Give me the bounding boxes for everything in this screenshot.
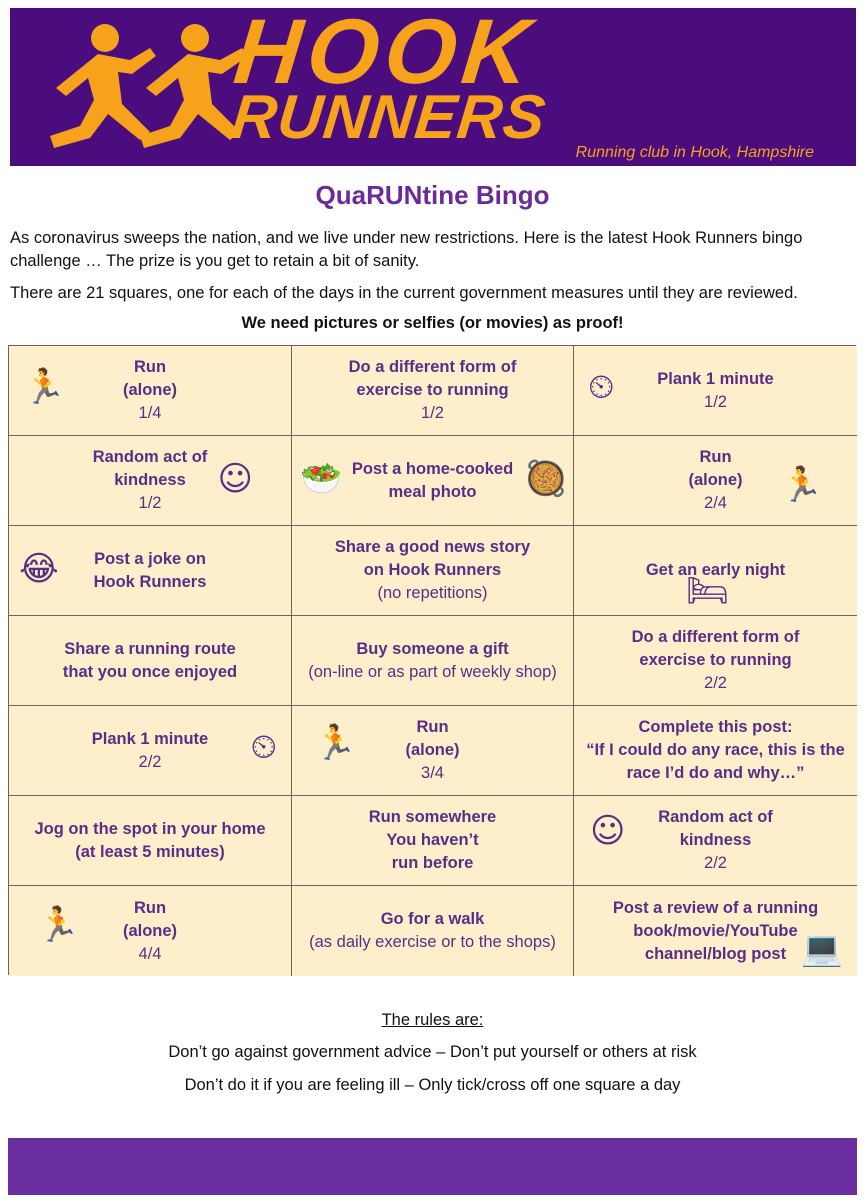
square-label: Get an early night: [645, 561, 786, 579]
logo-hook: HOOK: [229, 1, 541, 103]
smile-icon: ☺: [217, 459, 253, 499]
square-label: (alone): [122, 921, 178, 940]
runner-icon: 🏃: [780, 465, 823, 505]
bingo-square: [9, 436, 292, 526]
bingo-square: [9, 526, 292, 616]
intro-paragraph-1: As coronavirus sweeps the nation, and we live under new restrictions. Here is the latest Hook Runners bingo challenge … The prize is you get to retain a bit of sanity.: [10, 229, 803, 270]
square-label: Random act of: [658, 808, 773, 826]
bingo-square: [292, 706, 574, 796]
bingo-square: [292, 346, 574, 436]
square-note: 2/4: [704, 494, 727, 512]
square-note: (as daily exercise or to the shops): [309, 933, 556, 951]
square-label: that you once enjoyed: [62, 662, 238, 681]
square-note: 3/4: [421, 764, 444, 782]
square-label: You haven’t: [386, 831, 479, 849]
square-note: (no repetitions): [377, 584, 488, 602]
square-label: Hook Runners: [93, 572, 207, 591]
footer-bar: [8, 1138, 857, 1195]
square-label: Post a review of a running: [612, 898, 819, 917]
bingo-square: [9, 796, 292, 886]
bingo-square: [9, 886, 292, 976]
square-label: Share a running route: [64, 639, 236, 658]
square-label: Post a joke on: [94, 549, 206, 568]
bingo-square: [292, 886, 574, 976]
square-label: kindness: [114, 471, 186, 489]
square-label: exercise to running: [639, 651, 792, 669]
bingo-square: [9, 616, 292, 706]
bingo-square: [574, 796, 857, 886]
square-label: Share a good news story: [334, 538, 531, 556]
tagline: Running club in Hook, Hampshire: [575, 144, 814, 161]
timer-icon: ⏲: [250, 727, 277, 767]
salad-icon: 🥗: [300, 459, 343, 499]
square-label: exercise to running: [356, 381, 509, 399]
square-label: “If I could do any race, this is the: [586, 741, 845, 759]
square-label: Do a different form of: [631, 628, 800, 646]
bingo-square: [292, 526, 574, 616]
bingo-square: [9, 346, 292, 436]
square-label: Do a different form of: [348, 358, 517, 376]
square-note: 2/2: [704, 854, 727, 872]
square-label: Plank 1 minute: [91, 729, 209, 748]
logo-runners: RUNNERS: [228, 83, 550, 152]
runner-icon: 🏃: [37, 905, 80, 945]
bingo-square: [9, 706, 292, 796]
square-label: channel/blog post: [644, 944, 787, 963]
bed-icon: 🛏: [686, 571, 730, 611]
bingo-square: [574, 616, 857, 706]
header-banner: [10, 1, 856, 166]
square-label: book/movie/YouTube: [633, 921, 798, 940]
bingo-square: [574, 346, 857, 436]
square-label: (at least 5 minutes): [75, 842, 225, 861]
square-label: Jog on the spot in your home: [34, 819, 266, 838]
square-label: (alone): [405, 741, 460, 759]
laptop-person-icon: 💻: [800, 929, 843, 969]
square-label: (alone): [122, 381, 178, 399]
rule-line-1: Don’t go against government advice – Don’t put yourself or others at risk: [168, 1043, 697, 1061]
timer-icon: ⏲: [588, 367, 615, 407]
square-note: 1/4: [138, 404, 162, 422]
square-note: (on-line or as part of weekly shop): [308, 662, 557, 681]
bingo-grid: [8, 345, 856, 975]
square-label: Run somewhere: [368, 808, 497, 826]
square-label: kindness: [679, 831, 752, 849]
square-label: on Hook Runners: [363, 561, 502, 579]
square-note: 1/2: [421, 404, 444, 422]
square-label: Plank 1 minute: [657, 369, 774, 388]
bingo-square: [292, 796, 574, 886]
square-label: Random act of: [92, 448, 208, 466]
smile-icon: ☺: [590, 811, 626, 851]
square-label: meal photo: [388, 482, 477, 501]
page-title: QuaRUNtine Bingo: [315, 180, 550, 210]
square-label: race I’d do and why…”: [626, 764, 805, 782]
square-label: Complete this post:: [638, 718, 793, 736]
bingo-square: [574, 436, 857, 526]
bingo-square: [292, 616, 574, 706]
square-label: run before: [391, 854, 474, 872]
square-label: Run: [416, 718, 449, 736]
bingo-square: [574, 886, 857, 976]
square-label: Run: [133, 898, 167, 917]
square-note: 1/2: [138, 494, 162, 512]
square-label: Run: [133, 358, 167, 376]
square-note: 1/2: [704, 392, 727, 411]
intro-paragraph-2: There are 21 squares, one for each of the days in the current government measures until they are reviewed.: [10, 284, 798, 302]
square-label: (alone): [688, 471, 743, 489]
square-label: Run: [699, 448, 732, 466]
proof-note: We need pictures or selfies (or movies) as proof!: [241, 314, 624, 332]
square-label: Go for a walk: [380, 910, 485, 928]
runner-icon: 🏃: [23, 367, 66, 407]
rule-line-2: Don’t do it if you are feeling ill – Only tick/cross off one square a day: [184, 1076, 681, 1094]
square-label: Post a home-cooked: [351, 459, 514, 478]
bingo-square: [574, 706, 857, 796]
square-note: 4/4: [138, 944, 162, 963]
square-note: 2/2: [704, 674, 727, 692]
bingo-square: [574, 526, 857, 616]
paella-icon: 🥘: [524, 459, 567, 499]
laughing-icon: 😂: [19, 549, 59, 589]
square-label: Buy someone a gift: [356, 639, 509, 658]
square-note: 2/2: [138, 752, 162, 771]
bingo-square: [292, 436, 574, 526]
rules-title: The rules are:: [381, 1011, 484, 1029]
runner-icon: 🏃: [314, 723, 357, 763]
